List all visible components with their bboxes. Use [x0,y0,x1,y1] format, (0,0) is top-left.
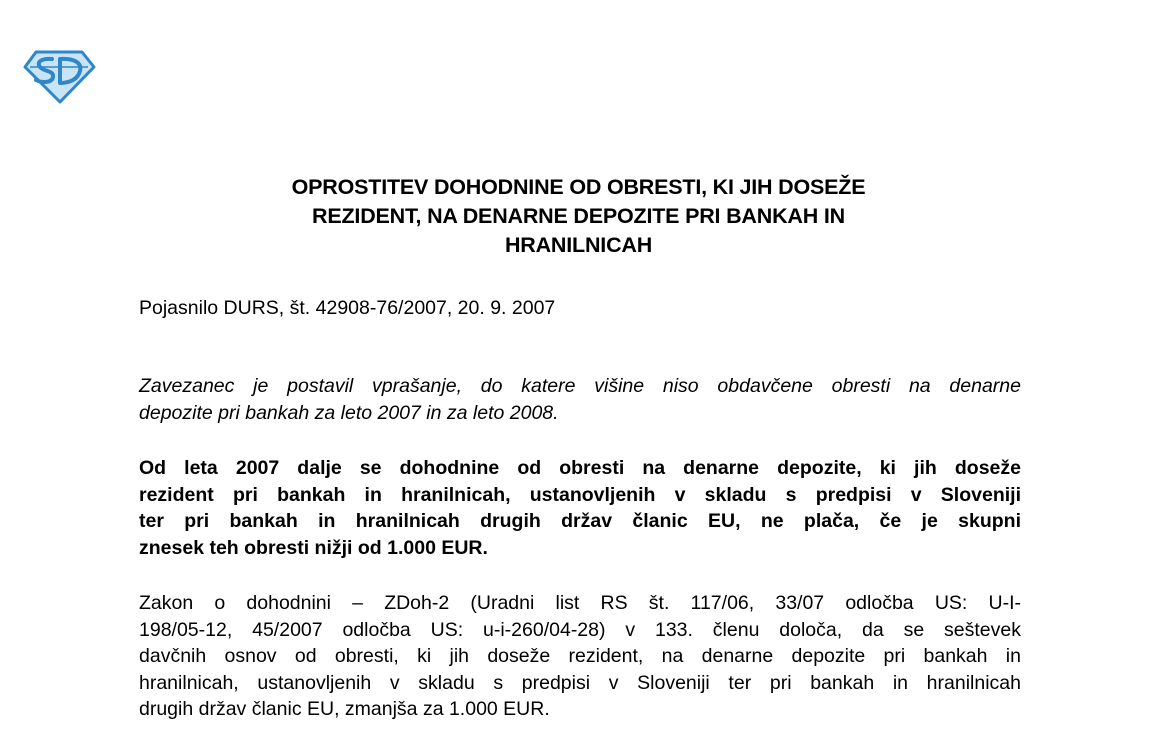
law-paragraph [139,590,1021,723]
paragraph-line: znesek teh obresti nižji od 1.000 EUR. [139,536,488,559]
question-paragraph [139,373,1021,426]
paragraph-line: Od leta 2007 dalje se dohodnine od obresti na denarne depozite, ki jih doseže [139,457,1021,479]
source-reference: Pojasnilo DURS, št. 42908-76/2007, 20. 9. 2007 [139,297,556,319]
paragraph-line: drugih držav članic EU, zmanjša za 1.000 EUR. [139,698,550,720]
title-line: HRANILNICAH [504,233,653,257]
paragraph-line: davčnih osnov od obresti, ki jih doseže rezident, na denarne depozite pri bankah in [139,645,1021,667]
paragraph-line: depozite pri bankah za leto 2007 in za leto 2008. [139,401,559,424]
title-line: REZIDENT, NA DENARNE DEPOZITE PRI BANKAH IN [312,204,845,228]
document-title [150,173,1007,260]
paragraph-line: Zakon o dohodnini – ZDoh-2 (Uradni list RS št. 117/06, 33/07 odločba US: U-I- [139,592,1021,614]
paragraph-line: hranilnicah, ustanovljenih v skladu s predpisi v Sloveniji ter pri bankah in hranilnicah [139,671,1021,694]
title-line: OPROSTITEV DOHODNINE OD OBRESTI, KI JIH DOSEŽE [291,175,866,199]
paragraph-line: rezident pri bankah in hranilnicah, ustanovljenih v skladu s predpisi v Sloveniji [139,483,1021,506]
paragraph-line: Zavezanec je postavil vprašanje, do katere višine niso obdavčene obresti na denarne [139,375,1021,397]
answer-paragraph [139,455,1021,561]
paragraph-line: ter pri bankah in hranilnicah drugih držav članic EU, ne plača, če je skupni [139,510,1021,532]
sd-logo [22,48,96,104]
paragraph-line: 198/05-12, 45/2007 odločba US: u-i-260/04-28) v 133. členu določa, da se seštevek [139,618,1021,641]
